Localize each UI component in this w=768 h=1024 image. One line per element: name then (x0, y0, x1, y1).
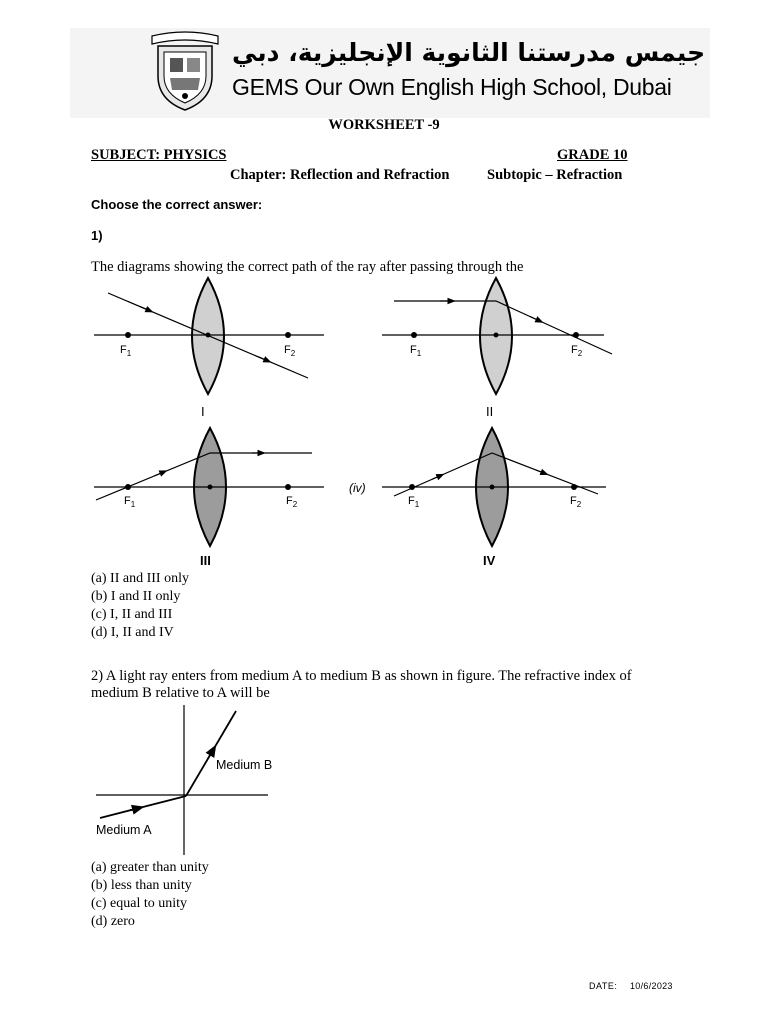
lens-diagram-1 (94, 278, 324, 419)
question-1-number: 1) (91, 228, 103, 243)
question-1-text: The diagrams showing the correct path of the ray after passing through the (91, 259, 524, 275)
focus-point (411, 332, 417, 338)
lens-diagram-2 (382, 278, 612, 419)
ray-arrow (140, 307, 152, 312)
diagram-4-tag: (iv) (349, 481, 366, 495)
diagram-1-label: I (201, 404, 205, 419)
incident-ray (100, 796, 186, 818)
incident-ray-arrow (130, 807, 142, 810)
medium-a-label: Medium A (96, 823, 152, 837)
instruction-text: Choose the correct answer: (91, 197, 263, 212)
option-c: (c) equal to unity (91, 896, 188, 911)
subtopic-label: Subtopic – Refraction (487, 167, 623, 183)
option-d: (d) I, II and IV (91, 625, 174, 640)
subject-label: SUBJECT: PHYSICS (91, 147, 227, 163)
date-label: DATE: (589, 981, 618, 991)
focus-point (571, 484, 577, 490)
optical-centre (494, 333, 499, 338)
focus-label-f1: $F_1$ (124, 495, 136, 509)
grade-label: GRADE 10 (557, 147, 628, 163)
focus-label-f2: $F_2$ (570, 495, 582, 509)
ray-arrow (432, 475, 443, 480)
focus-label-f1: $F_1$ (408, 495, 420, 509)
school-name-arabic: جيمس مدرستنا الثانوية الإنجليزية، دبي (232, 38, 706, 67)
focus-point (409, 484, 415, 490)
option-a: (a) greater than unity (91, 860, 209, 875)
option-b: (b) I and II only (91, 589, 181, 604)
option-a: (a) II and III only (91, 571, 189, 586)
question-2-text: 2) A light ray enters from medium A to medium B as shown in figure. The refractive index of medium B relative to A will be (91, 668, 632, 701)
diagram-4-label: IV (483, 553, 496, 568)
optical-centre (490, 485, 495, 490)
option-d: (d) zero (91, 914, 135, 929)
optical-centre (208, 485, 213, 490)
focus-point (125, 332, 131, 338)
worksheet-title: WORKSHEET -9 (328, 117, 440, 133)
option-c: (c) I, II and III (91, 607, 173, 622)
focus-label-f2: $F_2$ (284, 344, 296, 358)
option-b: (b) less than unity (91, 878, 192, 893)
question-1-options (91, 570, 189, 642)
refraction-diagram (90, 705, 272, 855)
school-crest-logo (148, 30, 222, 112)
focus-point (573, 332, 579, 338)
focus-label-f1: $F_1$ (120, 344, 132, 358)
lens-diagram-4 (349, 428, 606, 568)
optical-centre (206, 333, 211, 338)
ray-arrow (536, 470, 547, 474)
lens-diagrams-figure (80, 276, 620, 570)
focus-point (285, 332, 291, 338)
date-value: 10/6/2023 (630, 981, 673, 991)
lens-diagram-3 (94, 428, 324, 568)
diagram-3-label: III (200, 553, 211, 568)
chapter-label: Chapter: Reflection and Refraction (230, 167, 450, 183)
refracted-ray-arrow (208, 747, 215, 759)
focus-label-f2: $F_2$ (286, 495, 298, 509)
ray-arrow (154, 471, 166, 476)
focus-label-f1: $F_1$ (410, 344, 422, 358)
focus-label-f2: $F_2$ (571, 344, 583, 358)
question-2-options (91, 859, 209, 931)
diagram-2-label: II (486, 404, 494, 419)
medium-b-label: Medium B (216, 758, 272, 772)
focus-point (285, 484, 291, 490)
ray-arrow (530, 317, 542, 323)
ray-arrow (258, 357, 270, 362)
focus-point (125, 484, 131, 490)
school-name: GEMS Our Own English High School, Dubai (232, 74, 672, 100)
